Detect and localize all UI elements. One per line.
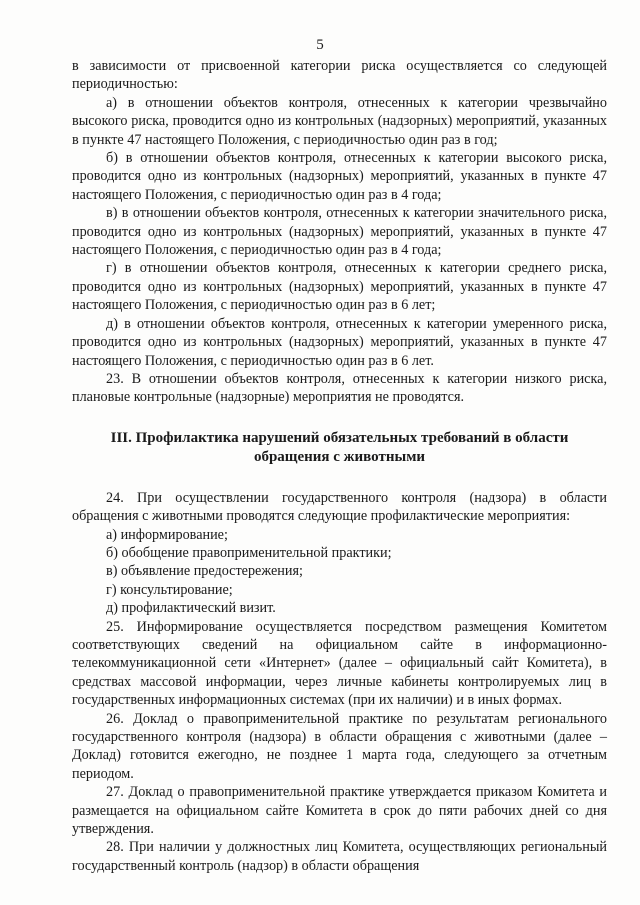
paragraph-23: 23. В отношении объектов контроля, отнесенных к категории низкого риска, плановые контрольные (надзорные) мероприятия не проводятся. <box>72 370 607 406</box>
paragraph-item-g: г) в отношении объектов контроля, отнесенных к категории среднего риска, проводится одно из контрольных (надзорных) мероприятий, указанных в пункте 47 настоящего Положения, с периодичностью один раз в 6 лет; <box>72 260 607 314</box>
paragraph-28: 28. При наличии у должностных лиц Комитета, осуществляющих региональный государственный контроль (надзор) в области обращения <box>72 839 607 874</box>
list-item: г) консультирование; <box>106 581 233 598</box>
paragraph-continuation: в зависимости от присвоенной категории риска осуществляется со следующей периодичностью: <box>72 58 607 93</box>
paragraph-24: 24. При осуществлении государственного контроля (надзора) в области обращения с животными проводятся следующие профилактические мероприятия: <box>72 489 607 525</box>
paragraph-item-b: б) в отношении объектов контроля, отнесенных к категории высокого риска, проводится одно из контрольных (надзорных) мероприятий, указанных в пункте 47 настоящего Положения, с периодичностью один раз в 4 года; <box>72 150 607 203</box>
section-heading: III. Профилактика нарушений обязательных требований в области обращения с животными <box>110 429 569 465</box>
page-number: 5 <box>316 37 324 53</box>
list-item: б) обобщение правоприменительной практики; <box>106 544 392 561</box>
paragraph-item-a: а) в отношении объектов контроля, отнесенных к категории чрезвычайно высокого риска, проводится одно из контрольных (надзорных) мероприятий, указанных в пункте 47 настоящего Положения, с периодичностью один раз в год; <box>72 94 607 148</box>
paragraph-item-d: д) в отношении объектов контроля, отнесенных к категории умеренного риска, проводится одно из контрольных (надзорных) мероприятий, указанных в пункте 47 настоящего Положения, с периодичностью один раз в 6 лет. <box>72 315 607 369</box>
paragraph-item-v: в) в отношении объектов контроля, отнесенных к категории значительного риска, проводится одно из контрольных (надзорных) мероприятий, указанных в пункте 47 настоящего Положения, с периодичностью один раз в 4 года; <box>72 205 607 259</box>
list-item: д) профилактический визит. <box>106 600 276 617</box>
paragraph-25: 25. Информирование осуществляется посредством размещения Комитетом соответствующих сведений на официальном сайте в информационно-телекоммуникационной сети «Интернет» (далее – официальный сайт Комитета), в средствах массовой информации, через личные кабинеты контролируемых лиц в государственных информационных системах (при их наличии) и в иных формах. <box>72 618 607 709</box>
paragraph-26: 26. Доклад о правоприменительной практике по результатам регионального государственного контроля (надзора) в области обращения с животными (далее – Доклад) готовится ежегодно, не позднее 1 марта года, следующего за отчетным периодом. <box>72 710 607 782</box>
list-item: в) объявление предостережения; <box>106 563 303 580</box>
paragraph-27: 27. Доклад о правоприменительной практике утверждается приказом Комитета и размещается на официальном сайте Комитета в срок до пяти рабочих дней со дня утверждения. <box>72 784 607 838</box>
list-item: а) информирование; <box>106 526 228 543</box>
document-body <box>72 57 607 875</box>
